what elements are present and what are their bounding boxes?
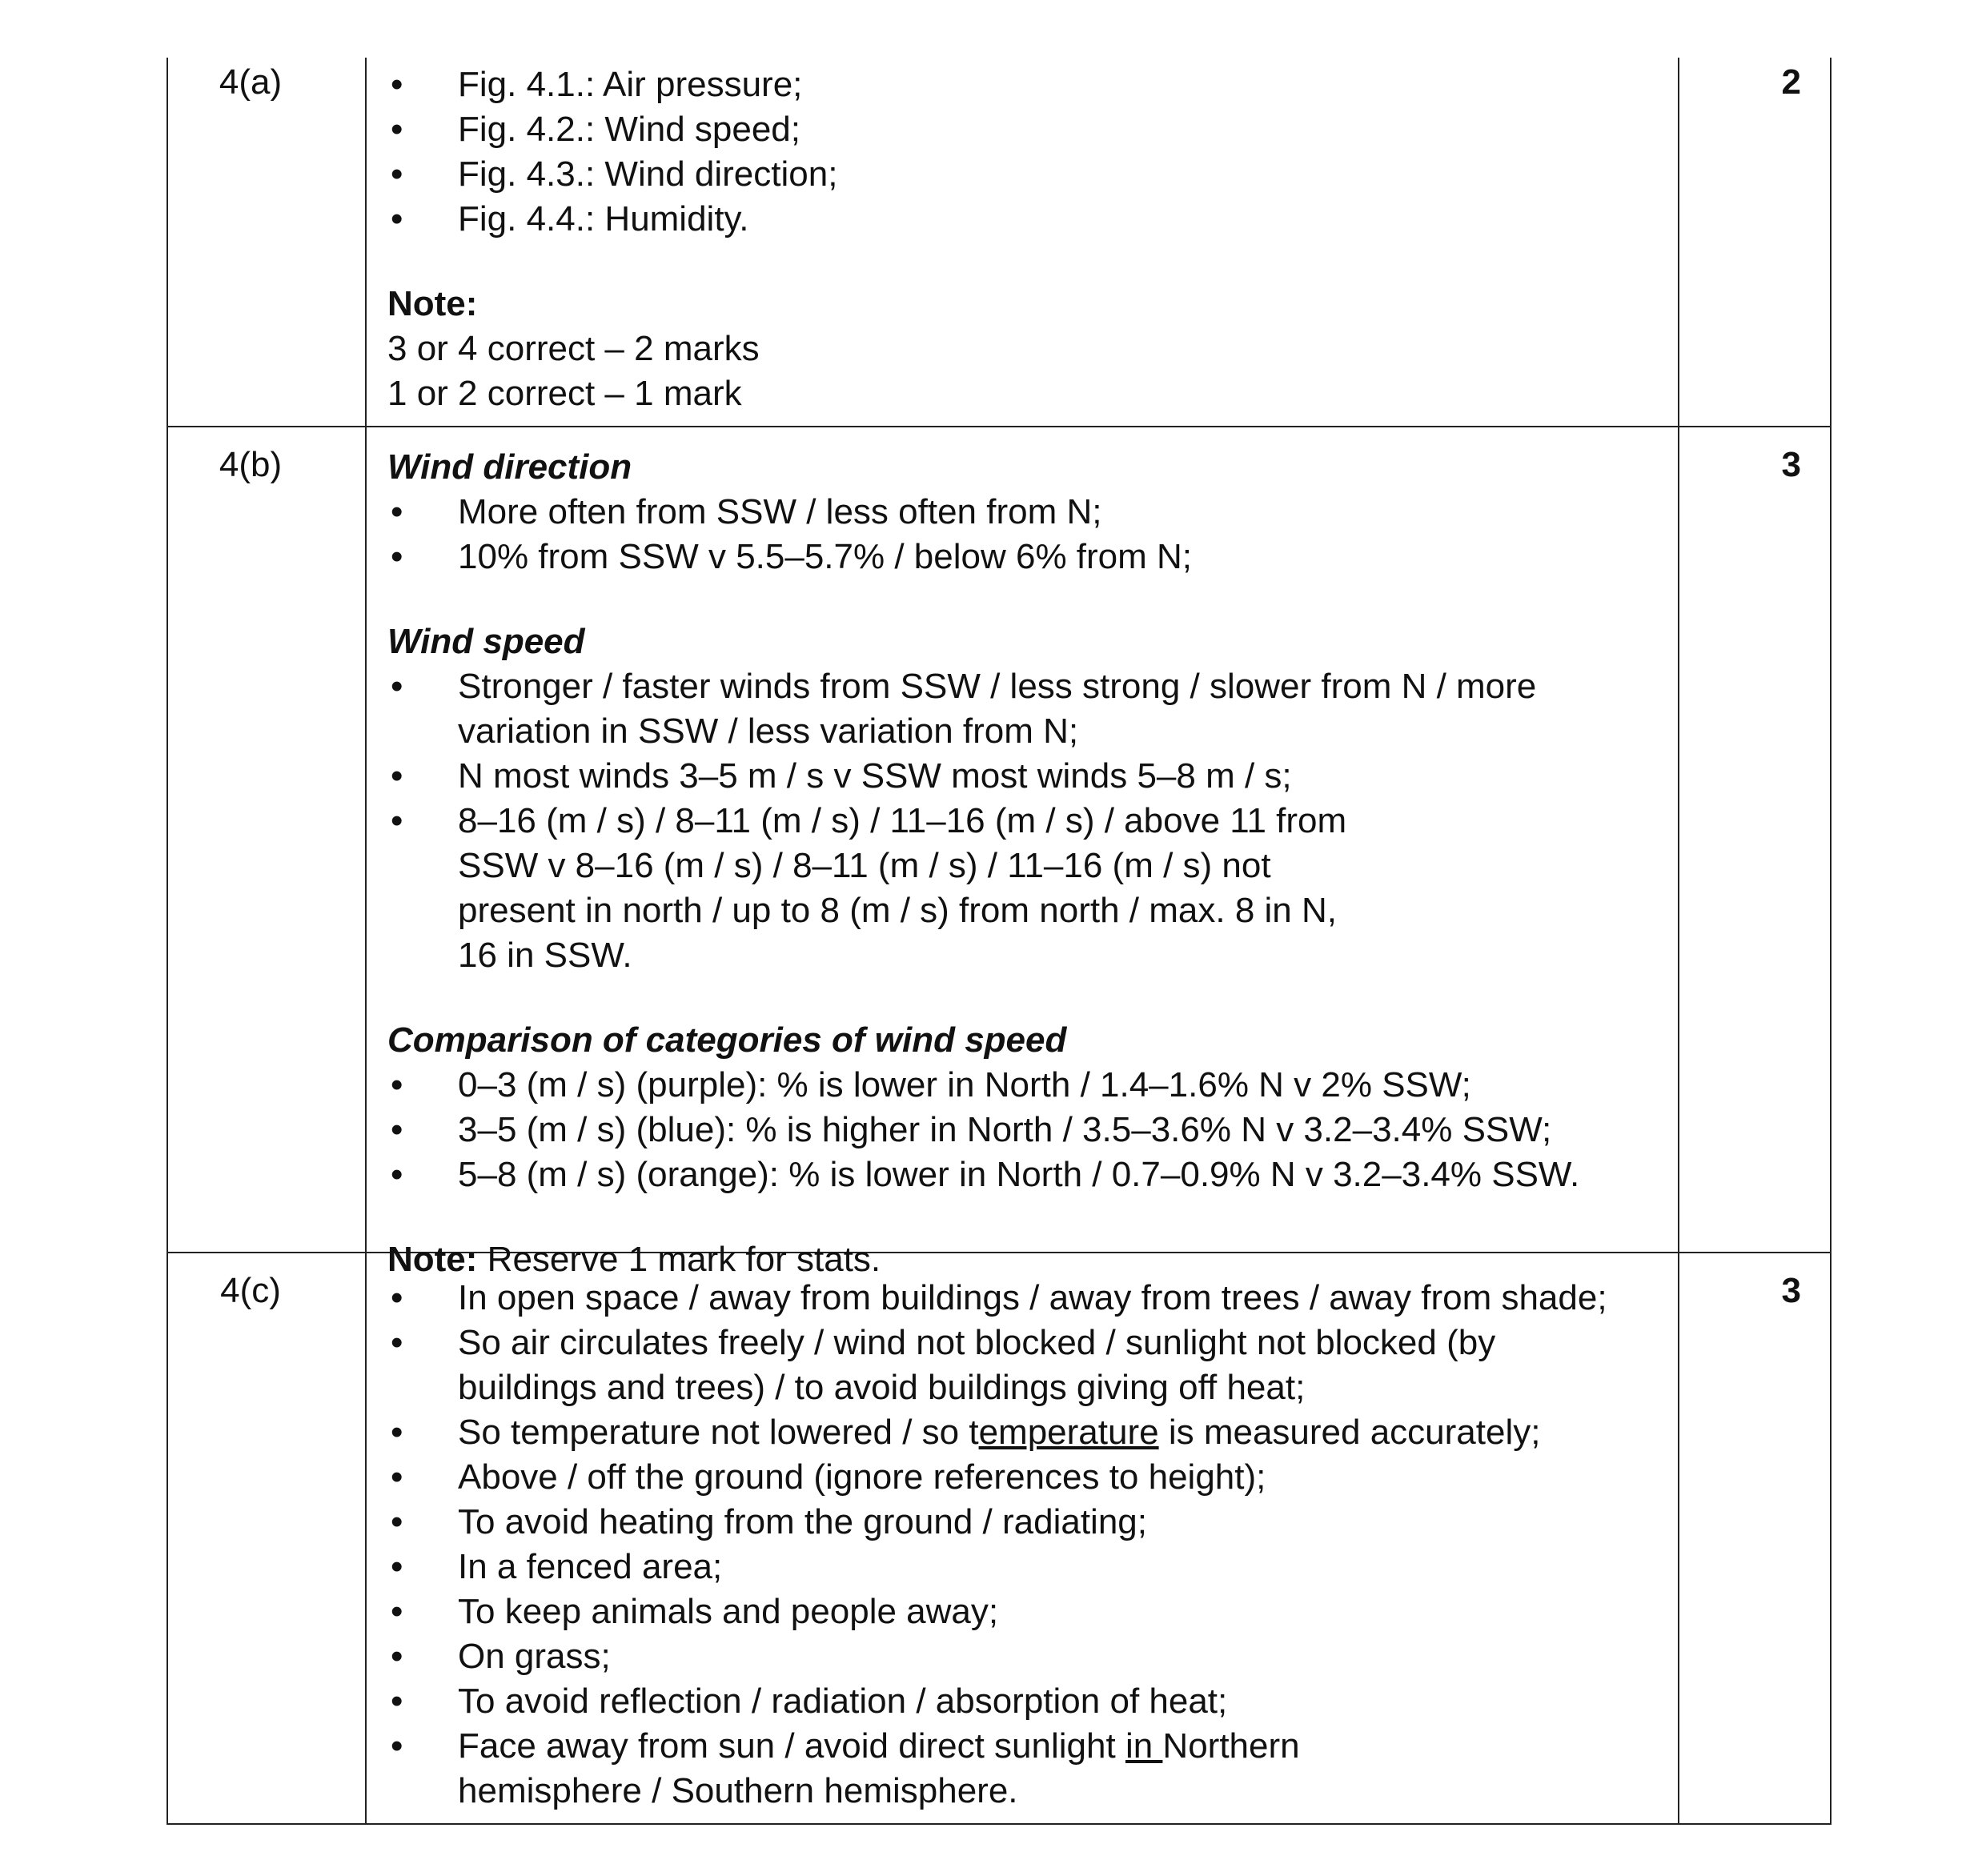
section-heading: Wind direction: [387, 447, 632, 487]
list-item: • 10% from SSW v 5.5–5.7% / below 6% from N;: [387, 535, 1662, 579]
list-item: • So air circulates freely / wind not blocked / sunlight not blocked (by buildings and trees) / to avoid buildings giving off heat;: [387, 1321, 1662, 1410]
answer-list: [387, 490, 1662, 579]
list-item: • More often from SSW / less often from N;: [387, 490, 1662, 535]
marks-value: 3: [1781, 1271, 1801, 1310]
list-item: • 5–8 (m / s) (orange): % is lower in North / 0.7–0.9% N v 3.2–3.4% SSW.: [387, 1152, 1662, 1197]
list-item: • Fig. 4.3.: Wind direction;: [387, 152, 1662, 197]
list-item: [387, 1410, 1662, 1455]
answer-cell: [367, 1253, 1679, 1823]
section-heading: Wind speed: [387, 622, 585, 661]
table-row: [167, 1252, 1832, 1825]
list-item: • To keep animals and people away;: [387, 1589, 1662, 1634]
underlined-text: emperature: [978, 1413, 1159, 1452]
table-row: [167, 58, 1832, 426]
list-item: • Fig. 4.4.: Humidity.: [387, 197, 1662, 242]
table-row: [167, 426, 1832, 1279]
note-label: Note:: [387, 284, 478, 323]
text-fragment: So temperature not lowered / so t: [458, 1413, 979, 1452]
list-item: • To avoid heating from the ground / radiating;: [387, 1500, 1662, 1545]
list-item: • 0–3 (m / s) (purple): % is lower in North / 1.4–1.6% N v 2% SSW;: [387, 1063, 1662, 1108]
list-item: • N most winds 3–5 m / s v SSW most winds 5–8 m / s;: [387, 754, 1566, 799]
marks-value: 3: [1781, 445, 1801, 484]
list-item: • Fig. 4.2.: Wind speed;: [387, 107, 1662, 152]
underlined-text: in: [1125, 1726, 1163, 1766]
list-item: • On grass;: [387, 1634, 1662, 1679]
list-item: • Stronger / faster winds from SSW / less strong / slower from N / more variation in SSW / less variation from N;: [387, 664, 1566, 754]
list-item: • To avoid reflection / radiation / absorption of heat;: [387, 1679, 1662, 1724]
text-fragment: hemisphere / Southern hemisphere.: [458, 1771, 1018, 1810]
note-label: Note:: [387, 1240, 478, 1279]
mark-scheme-table: [167, 58, 1832, 1825]
question-number: 4(c): [168, 1253, 367, 1823]
answer-list: [387, 62, 1662, 242]
answer-list: [387, 664, 1662, 978]
note-line: 1 or 2 correct – 1 mark: [387, 374, 742, 413]
text-fragment: Face away from sun / avoid direct sunlight: [458, 1726, 1125, 1766]
answer-list: [387, 1276, 1662, 1814]
note-text: Reserve 1 mark for stats.: [487, 1240, 881, 1279]
list-item: • In open space / away from buildings / away from trees / away from shade;: [387, 1276, 1662, 1321]
list-item: • Above / off the ground (ignore references to height);: [387, 1455, 1662, 1500]
list-item: • Fig. 4.1.: Air pressure;: [387, 62, 1662, 107]
list-item: • 3–5 (m / s) (blue): % is higher in North / 3.5–3.6% N v 3.2–3.4% SSW;: [387, 1108, 1662, 1152]
answer-cell: [367, 427, 1679, 1279]
question-number: 4(a): [168, 58, 367, 426]
answer-list: [387, 1063, 1662, 1197]
list-item: • 8–16 (m / s) / 8–11 (m / s) / 11–16 (m / s) / above 11 from SSW v 8–16 (m / s) / 8–11 (m / s) / 11–16 (m / s) not present in north / up to 8 (m / s) from north / max. 8 in N, 16 in SSW.: [387, 799, 1566, 978]
list-item: [387, 1724, 1662, 1814]
text-fragment: Northern: [1162, 1726, 1300, 1766]
marks-value: 2: [1781, 62, 1801, 102]
section-heading: Comparison of categories of wind speed: [387, 1020, 1067, 1060]
question-number: 4(b): [168, 427, 367, 1252]
list-item: • In a fenced area;: [387, 1545, 1662, 1589]
text-fragment: is measured accurately;: [1158, 1413, 1541, 1452]
note-line: 3 or 4 correct – 2 marks: [387, 329, 760, 368]
answer-cell: [367, 58, 1679, 426]
